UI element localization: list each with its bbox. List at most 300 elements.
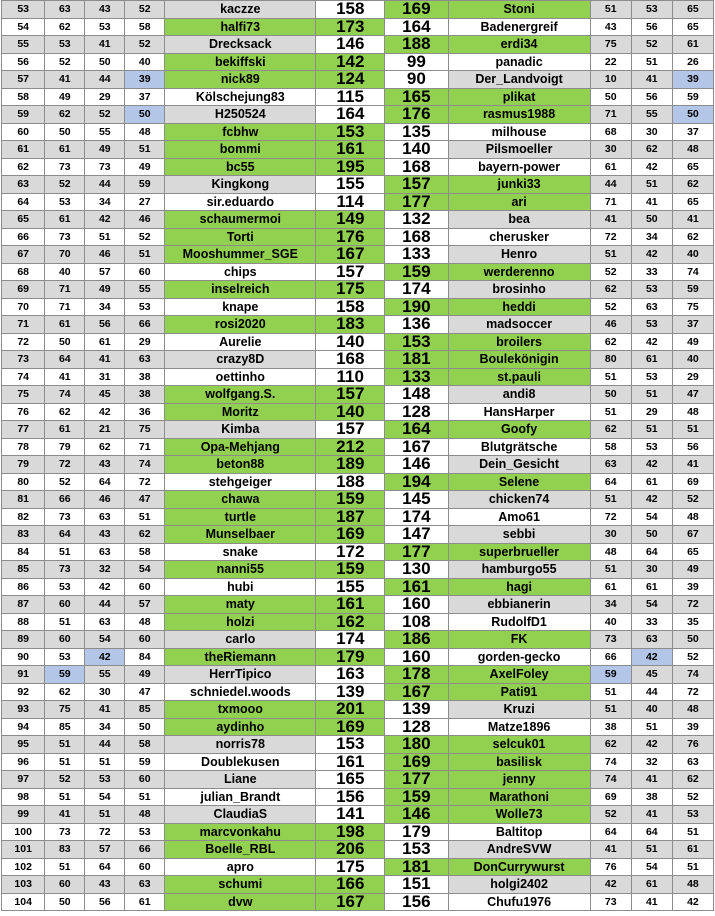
left-total-cell: 165 xyxy=(316,771,385,789)
left-score-cell: 41 xyxy=(45,806,85,824)
left-player-name: Doublekusen xyxy=(165,753,316,771)
right-total-cell: 157 xyxy=(385,176,448,194)
left-score-cell: 51 xyxy=(45,858,85,876)
left-total-cell: 175 xyxy=(316,858,385,876)
right-score-cell: 72 xyxy=(672,596,713,614)
left-score-cell: 64 xyxy=(45,351,85,369)
left-score-cell: 41 xyxy=(45,368,85,386)
right-score-cell: 64 xyxy=(631,543,672,561)
left-player-name: rosi2020 xyxy=(165,316,316,334)
left-player-name: Mooshummer_SGE xyxy=(165,246,316,264)
table-row xyxy=(2,561,714,579)
left-total-cell: 157 xyxy=(316,386,385,404)
table-row xyxy=(2,246,714,264)
left-score-cell: 53 xyxy=(45,36,85,54)
left-player-name: Boelle_RBL xyxy=(165,841,316,859)
left-score-cell: 62 xyxy=(45,683,85,701)
right-score-cell: 42 xyxy=(631,736,672,754)
left-score-cell: 85 xyxy=(45,718,85,736)
left-total-cell: 153 xyxy=(316,123,385,141)
right-score-cell: 73 xyxy=(590,893,631,911)
right-score-cell: 50 xyxy=(590,386,631,404)
table-row xyxy=(2,368,714,386)
left-score-cell: 62 xyxy=(45,106,85,124)
left-score-cell: 52 xyxy=(45,473,85,491)
left-score-cell: 73 xyxy=(45,228,85,246)
rank-cell: 96 xyxy=(2,753,45,771)
right-score-cell: 56 xyxy=(631,18,672,36)
right-score-cell: 61 xyxy=(672,841,713,859)
right-score-cell: 41 xyxy=(631,193,672,211)
right-score-cell: 62 xyxy=(590,281,631,299)
left-score-cell: 38 xyxy=(125,368,165,386)
right-score-cell: 72 xyxy=(672,683,713,701)
left-score-cell: 29 xyxy=(125,333,165,351)
left-total-cell: 168 xyxy=(316,351,385,369)
right-score-cell: 68 xyxy=(590,123,631,141)
table-row xyxy=(2,158,714,176)
left-player-name: HerrTipico xyxy=(165,666,316,684)
right-score-cell: 65 xyxy=(672,158,713,176)
right-score-cell: 50 xyxy=(672,106,713,124)
right-player-name: erdi34 xyxy=(448,36,590,54)
right-score-cell: 32 xyxy=(631,753,672,771)
left-total-cell: 163 xyxy=(316,666,385,684)
left-player-name: aydinho xyxy=(165,718,316,736)
left-score-cell: 71 xyxy=(45,298,85,316)
right-player-name: sebbi xyxy=(448,526,590,544)
right-score-cell: 51 xyxy=(590,683,631,701)
right-score-cell: 40 xyxy=(631,701,672,719)
right-score-cell: 69 xyxy=(672,473,713,491)
right-total-cell: 177 xyxy=(385,543,448,561)
right-score-cell: 53 xyxy=(631,281,672,299)
left-score-cell: 51 xyxy=(45,736,85,754)
left-total-cell: 146 xyxy=(316,36,385,54)
right-score-cell: 71 xyxy=(590,106,631,124)
right-score-cell: 65 xyxy=(672,543,713,561)
rank-cell: 82 xyxy=(2,508,45,526)
left-score-cell: 44 xyxy=(85,736,125,754)
right-player-name: hamburgo55 xyxy=(448,561,590,579)
left-score-cell: 50 xyxy=(45,333,85,351)
left-score-cell: 61 xyxy=(45,211,85,229)
rank-cell: 100 xyxy=(2,823,45,841)
left-score-cell: 42 xyxy=(85,648,125,666)
right-total-cell: 156 xyxy=(385,893,448,911)
left-total-cell: 155 xyxy=(316,578,385,596)
right-total-cell: 169 xyxy=(385,1,448,19)
left-total-cell: 153 xyxy=(316,736,385,754)
table-row xyxy=(2,823,714,841)
right-score-cell: 52 xyxy=(590,298,631,316)
right-total-cell: 132 xyxy=(385,211,448,229)
left-player-name: bc55 xyxy=(165,158,316,176)
rank-cell: 60 xyxy=(2,123,45,141)
right-score-cell: 41 xyxy=(631,806,672,824)
right-score-cell: 48 xyxy=(672,508,713,526)
right-score-cell: 37 xyxy=(672,123,713,141)
left-player-name: Kölschejung83 xyxy=(165,88,316,106)
left-score-cell: 50 xyxy=(45,123,85,141)
rank-cell: 65 xyxy=(2,211,45,229)
table-row xyxy=(2,176,714,194)
right-player-name: junki33 xyxy=(448,176,590,194)
right-player-name: brosinho xyxy=(448,281,590,299)
left-score-cell: 32 xyxy=(85,561,125,579)
left-total-cell: 157 xyxy=(316,421,385,439)
right-total-cell: 160 xyxy=(385,596,448,614)
left-total-cell: 175 xyxy=(316,281,385,299)
right-player-name: Wolle73 xyxy=(448,806,590,824)
table-row xyxy=(2,491,714,509)
right-total-cell: 153 xyxy=(385,333,448,351)
right-score-cell: 34 xyxy=(590,596,631,614)
right-score-cell: 61 xyxy=(590,578,631,596)
right-total-cell: 178 xyxy=(385,666,448,684)
rank-cell: 61 xyxy=(2,141,45,159)
right-score-cell: 76 xyxy=(590,858,631,876)
left-total-cell: 124 xyxy=(316,71,385,89)
table-row xyxy=(2,36,714,54)
left-score-cell: 50 xyxy=(125,106,165,124)
right-player-name: Der_Landvoigt xyxy=(448,71,590,89)
right-score-cell: 54 xyxy=(631,508,672,526)
left-total-cell: 156 xyxy=(316,788,385,806)
right-score-cell: 61 xyxy=(631,876,672,894)
right-player-name: Baltitop xyxy=(448,823,590,841)
left-score-cell: 56 xyxy=(85,893,125,911)
right-player-name: DonCurrywurst xyxy=(448,858,590,876)
left-player-name: theRiemann xyxy=(165,648,316,666)
table-row xyxy=(2,683,714,701)
right-total-cell: 181 xyxy=(385,858,448,876)
left-total-cell: 155 xyxy=(316,176,385,194)
left-player-name: Drecksack xyxy=(165,36,316,54)
left-score-cell: 42 xyxy=(85,403,125,421)
right-player-name: chicken74 xyxy=(448,491,590,509)
rank-cell: 80 xyxy=(2,473,45,491)
right-score-cell: 49 xyxy=(672,333,713,351)
table-row xyxy=(2,806,714,824)
left-score-cell: 61 xyxy=(45,421,85,439)
rank-cell: 71 xyxy=(2,316,45,334)
right-score-cell: 76 xyxy=(672,736,713,754)
left-player-name: schniedel.woods xyxy=(165,683,316,701)
rank-cell: 72 xyxy=(2,333,45,351)
left-score-cell: 43 xyxy=(85,876,125,894)
right-score-cell: 52 xyxy=(590,263,631,281)
rank-cell: 66 xyxy=(2,228,45,246)
right-total-cell: 140 xyxy=(385,141,448,159)
table-row xyxy=(2,106,714,124)
left-total-cell: 212 xyxy=(316,438,385,456)
left-player-name: marcvonkahu xyxy=(165,823,316,841)
left-score-cell: 41 xyxy=(85,701,125,719)
right-total-cell: 147 xyxy=(385,526,448,544)
right-score-cell: 61 xyxy=(672,36,713,54)
left-score-cell: 42 xyxy=(85,578,125,596)
left-player-name: beton88 xyxy=(165,456,316,474)
right-player-name: Henro xyxy=(448,246,590,264)
left-player-name: apro xyxy=(165,858,316,876)
right-player-name: Chufu1976 xyxy=(448,893,590,911)
left-score-cell: 27 xyxy=(125,193,165,211)
rank-cell: 73 xyxy=(2,351,45,369)
right-score-cell: 75 xyxy=(590,36,631,54)
right-total-cell: 135 xyxy=(385,123,448,141)
table-row xyxy=(2,771,714,789)
table-row xyxy=(2,543,714,561)
left-score-cell: 51 xyxy=(125,788,165,806)
left-score-cell: 75 xyxy=(125,421,165,439)
right-score-cell: 74 xyxy=(672,666,713,684)
left-score-cell: 75 xyxy=(45,701,85,719)
left-player-name: Aurelie xyxy=(165,333,316,351)
rank-cell: 101 xyxy=(2,841,45,859)
left-total-cell: 161 xyxy=(316,141,385,159)
rank-cell: 93 xyxy=(2,701,45,719)
left-score-cell: 73 xyxy=(45,158,85,176)
right-score-cell: 51 xyxy=(631,53,672,71)
table-row xyxy=(2,736,714,754)
left-total-cell: 142 xyxy=(316,53,385,71)
left-score-cell: 55 xyxy=(85,123,125,141)
right-player-name: Dein_Gesicht xyxy=(448,456,590,474)
left-score-cell: 36 xyxy=(125,403,165,421)
left-score-cell: 47 xyxy=(125,491,165,509)
left-score-cell: 79 xyxy=(45,438,85,456)
left-score-cell: 60 xyxy=(45,631,85,649)
left-total-cell: 159 xyxy=(316,491,385,509)
right-score-cell: 51 xyxy=(590,701,631,719)
right-player-name: bea xyxy=(448,211,590,229)
right-score-cell: 42 xyxy=(631,246,672,264)
left-score-cell: 63 xyxy=(85,543,125,561)
left-player-name: Moritz xyxy=(165,403,316,421)
right-player-name: Marathoni xyxy=(448,788,590,806)
right-score-cell: 53 xyxy=(631,316,672,334)
right-total-cell: 130 xyxy=(385,561,448,579)
right-score-cell: 64 xyxy=(590,823,631,841)
table-row xyxy=(2,456,714,474)
right-total-cell: 164 xyxy=(385,18,448,36)
left-score-cell: 43 xyxy=(85,526,125,544)
left-score-cell: 71 xyxy=(45,281,85,299)
right-total-cell: 188 xyxy=(385,36,448,54)
left-player-name: nanni55 xyxy=(165,561,316,579)
right-score-cell: 56 xyxy=(631,88,672,106)
right-score-cell: 53 xyxy=(631,1,672,19)
left-score-cell: 73 xyxy=(85,158,125,176)
left-player-name: maty xyxy=(165,596,316,614)
left-score-cell: 39 xyxy=(125,71,165,89)
left-total-cell: 110 xyxy=(316,368,385,386)
table-row xyxy=(2,18,714,36)
right-player-name: Kruzi xyxy=(448,701,590,719)
right-total-cell: 133 xyxy=(385,246,448,264)
rank-cell: 99 xyxy=(2,806,45,824)
right-score-cell: 42 xyxy=(631,456,672,474)
left-player-name: Kimba xyxy=(165,421,316,439)
rank-cell: 53 xyxy=(2,1,45,19)
right-score-cell: 61 xyxy=(631,473,672,491)
left-score-cell: 34 xyxy=(85,193,125,211)
right-player-name: Blutgrätsche xyxy=(448,438,590,456)
rank-cell: 98 xyxy=(2,788,45,806)
table-row xyxy=(2,666,714,684)
rank-cell: 58 xyxy=(2,88,45,106)
left-score-cell: 73 xyxy=(45,823,85,841)
table-row xyxy=(2,596,714,614)
table-row xyxy=(2,701,714,719)
left-score-cell: 60 xyxy=(45,876,85,894)
left-player-name: txmooo xyxy=(165,701,316,719)
left-score-cell: 63 xyxy=(85,508,125,526)
right-score-cell: 33 xyxy=(631,613,672,631)
left-score-cell: 60 xyxy=(125,631,165,649)
left-score-cell: 47 xyxy=(125,683,165,701)
right-score-cell: 39 xyxy=(672,71,713,89)
rank-cell: 102 xyxy=(2,858,45,876)
left-score-cell: 56 xyxy=(85,316,125,334)
right-total-cell: 136 xyxy=(385,316,448,334)
right-player-name: RudolfD1 xyxy=(448,613,590,631)
left-player-name: holzi xyxy=(165,613,316,631)
right-total-cell: 161 xyxy=(385,578,448,596)
rank-cell: 88 xyxy=(2,613,45,631)
left-score-cell: 50 xyxy=(125,718,165,736)
left-score-cell: 52 xyxy=(45,771,85,789)
right-total-cell: 128 xyxy=(385,718,448,736)
left-player-name: inselreich xyxy=(165,281,316,299)
right-score-cell: 43 xyxy=(590,18,631,36)
left-player-name: H250524 xyxy=(165,106,316,124)
right-total-cell: 159 xyxy=(385,263,448,281)
right-score-cell: 63 xyxy=(672,753,713,771)
right-score-cell: 51 xyxy=(590,1,631,19)
rank-cell: 85 xyxy=(2,561,45,579)
left-total-cell: 158 xyxy=(316,298,385,316)
left-score-cell: 57 xyxy=(85,263,125,281)
right-score-cell: 62 xyxy=(590,736,631,754)
left-score-cell: 73 xyxy=(45,561,85,579)
right-score-cell: 74 xyxy=(590,753,631,771)
rank-cell: 70 xyxy=(2,298,45,316)
right-score-cell: 55 xyxy=(631,106,672,124)
left-score-cell: 60 xyxy=(125,263,165,281)
left-player-name: crazy8D xyxy=(165,351,316,369)
right-score-cell: 53 xyxy=(631,368,672,386)
right-score-cell: 34 xyxy=(631,228,672,246)
right-total-cell: 139 xyxy=(385,701,448,719)
rank-cell: 81 xyxy=(2,491,45,509)
left-score-cell: 60 xyxy=(125,578,165,596)
left-score-cell: 54 xyxy=(85,631,125,649)
rank-cell: 76 xyxy=(2,403,45,421)
right-total-cell: 133 xyxy=(385,368,448,386)
left-score-cell: 51 xyxy=(85,753,125,771)
right-player-name: HansHarper xyxy=(448,403,590,421)
left-total-cell: 169 xyxy=(316,718,385,736)
table-row xyxy=(2,193,714,211)
left-score-cell: 62 xyxy=(125,526,165,544)
table-row xyxy=(2,788,714,806)
rank-cell: 54 xyxy=(2,18,45,36)
right-player-name: rasmus1988 xyxy=(448,106,590,124)
left-score-cell: 62 xyxy=(45,18,85,36)
right-total-cell: 165 xyxy=(385,88,448,106)
left-score-cell: 63 xyxy=(125,351,165,369)
right-score-cell: 39 xyxy=(672,578,713,596)
left-score-cell: 51 xyxy=(125,508,165,526)
left-score-cell: 57 xyxy=(85,841,125,859)
right-score-cell: 50 xyxy=(590,88,631,106)
right-score-cell: 30 xyxy=(590,526,631,544)
right-total-cell: 160 xyxy=(385,648,448,666)
rank-cell: 97 xyxy=(2,771,45,789)
rank-cell: 89 xyxy=(2,631,45,649)
left-player-name: kaczze xyxy=(165,1,316,19)
right-score-cell: 47 xyxy=(672,386,713,404)
left-score-cell: 44 xyxy=(85,596,125,614)
right-score-cell: 52 xyxy=(672,648,713,666)
right-score-cell: 51 xyxy=(631,176,672,194)
left-score-cell: 52 xyxy=(125,36,165,54)
left-player-name: fcbhw xyxy=(165,123,316,141)
left-score-cell: 51 xyxy=(45,613,85,631)
right-total-cell: 168 xyxy=(385,158,448,176)
right-score-cell: 63 xyxy=(590,456,631,474)
right-player-name: holgi2402 xyxy=(448,876,590,894)
right-score-cell: 50 xyxy=(672,631,713,649)
right-score-cell: 38 xyxy=(590,718,631,736)
right-score-cell: 51 xyxy=(590,403,631,421)
left-score-cell: 61 xyxy=(125,893,165,911)
right-score-cell: 45 xyxy=(631,666,672,684)
right-score-cell: 72 xyxy=(590,228,631,246)
left-score-cell: 51 xyxy=(85,228,125,246)
table-row xyxy=(2,228,714,246)
left-total-cell: 157 xyxy=(316,263,385,281)
ranking-table xyxy=(1,0,714,911)
right-score-cell: 63 xyxy=(631,631,672,649)
right-score-cell: 42 xyxy=(631,648,672,666)
table-row xyxy=(2,351,714,369)
left-total-cell: 169 xyxy=(316,526,385,544)
left-player-name: Munselbaer xyxy=(165,526,316,544)
left-score-cell: 52 xyxy=(45,176,85,194)
left-player-name: Opa-Mehjang xyxy=(165,438,316,456)
left-player-name: nick89 xyxy=(165,71,316,89)
ranking-table-body xyxy=(2,1,714,911)
left-player-name: ClaudiaS xyxy=(165,806,316,824)
right-score-cell: 30 xyxy=(631,561,672,579)
left-player-name: snake xyxy=(165,543,316,561)
right-score-cell: 51 xyxy=(590,368,631,386)
table-row xyxy=(2,53,714,71)
table-row xyxy=(2,841,714,859)
left-score-cell: 62 xyxy=(45,403,85,421)
left-score-cell: 50 xyxy=(85,53,125,71)
left-total-cell: 198 xyxy=(316,823,385,841)
left-total-cell: 115 xyxy=(316,88,385,106)
table-row xyxy=(2,123,714,141)
right-score-cell: 26 xyxy=(672,53,713,71)
right-score-cell: 51 xyxy=(672,858,713,876)
left-score-cell: 52 xyxy=(125,228,165,246)
rank-cell: 91 xyxy=(2,666,45,684)
